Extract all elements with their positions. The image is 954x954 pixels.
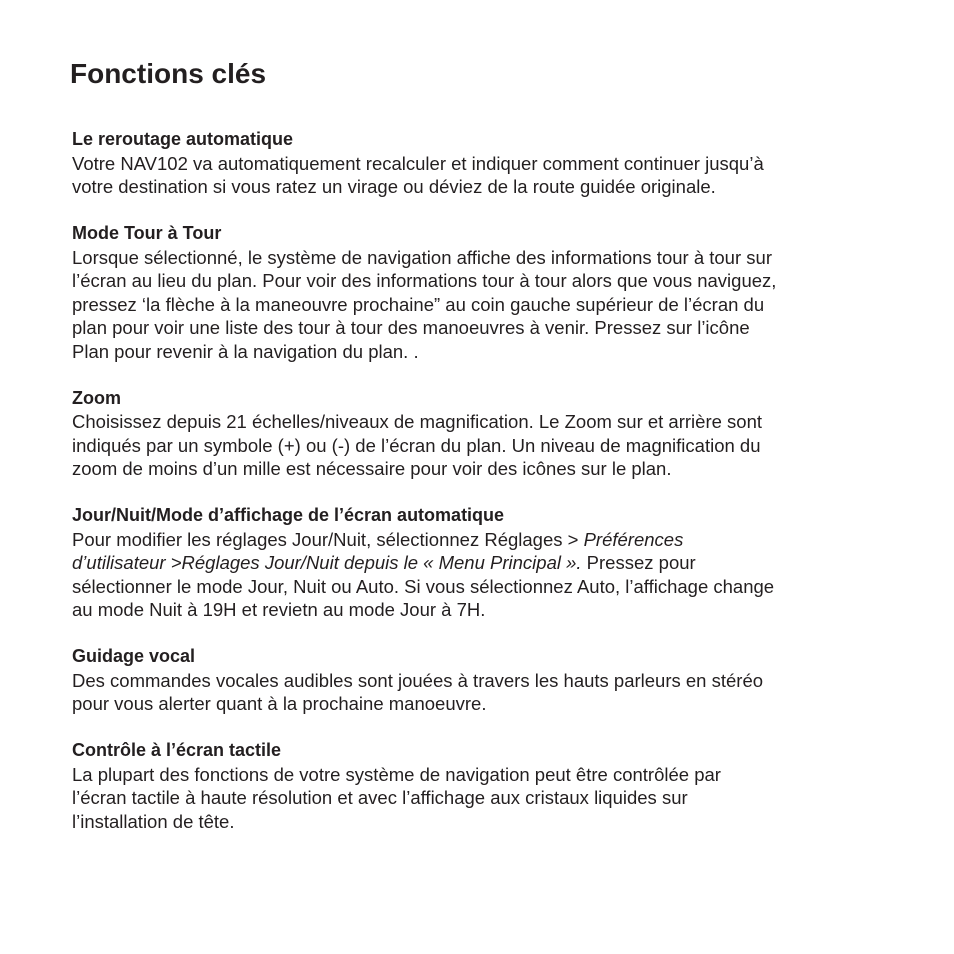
body-line: au mode Nuit à 19H et revietn au mode Jour à 7H. bbox=[72, 599, 486, 620]
section-body bbox=[72, 669, 902, 716]
body-line: indiqués par un symbole (+) ou (-) de l’écran du plan. Un niveau de magnification du bbox=[72, 434, 761, 456]
section-heading: Guidage vocal bbox=[72, 646, 196, 666]
body-line: plan pour voir une liste des tour à tour des manoeuvres à venir. Pressez sur l’icône bbox=[72, 317, 750, 338]
body-line: Plan pour revenir à la navigation du plan. . bbox=[72, 340, 419, 362]
section-body bbox=[72, 152, 902, 199]
body-line: sélectionner le mode Jour, Nuit ou Auto. Si vous sélectionnez Auto, l’affichage change bbox=[72, 575, 775, 597]
section-body bbox=[72, 763, 902, 834]
section-voice-guidance bbox=[72, 645, 902, 716]
section-heading: Le reroutage automatique bbox=[72, 129, 294, 149]
body-line: pressez ‘la flèche à la maneouvre prochaine” au coin gauche supérieur de l’écran du bbox=[72, 293, 765, 315]
menu-path-text: Préférences bbox=[583, 528, 684, 550]
body-line: pour vous alerter quant à la prochaine manoeuvre. bbox=[72, 693, 487, 714]
body-line: La plupart des fonctions de votre système de navigation peut être contrôlée par bbox=[72, 763, 721, 785]
section-heading: Mode Tour à Tour bbox=[72, 223, 222, 243]
section-turn-by-turn bbox=[72, 222, 902, 363]
section-heading: Zoom bbox=[72, 387, 121, 408]
section-body bbox=[72, 246, 902, 364]
body-line: Des commandes vocales audibles sont jouées à travers les hauts parleurs en stéréo bbox=[72, 669, 764, 691]
body-text: Pour modifier les réglages Jour/Nuit, sélectionnez Réglages > bbox=[72, 528, 584, 550]
body-line bbox=[72, 528, 902, 552]
body-text: Pressez pour bbox=[581, 552, 696, 573]
section-heading: Contrôle à l’écran tactile bbox=[72, 740, 282, 760]
sections-container bbox=[72, 128, 902, 857]
page-title: Fonctions clés bbox=[70, 58, 267, 89]
body-line: votre destination si vous ratez un virage ou déviez de la route guidée originale. bbox=[72, 176, 716, 197]
body-line: l’écran au lieu du plan. Pour voir des informations tour à tour alors que vous naviguez, bbox=[72, 270, 777, 291]
menu-path-text: d’utilisateur >Réglages Jour/Nuit depuis le « Menu Principal ». bbox=[72, 552, 582, 573]
body-line: l’écran tactile à haute résolution et avec l’affichage aux cristaux liquides sur bbox=[72, 787, 688, 808]
body-line: l’installation de tête. bbox=[72, 810, 235, 832]
section-day-night-mode bbox=[72, 504, 902, 622]
section-body bbox=[72, 410, 902, 481]
body-line: Choisissez depuis 21 échelles/niveaux de magnification. Le Zoom sur et arrière sont bbox=[72, 411, 763, 432]
body-line bbox=[72, 551, 902, 575]
section-zoom bbox=[72, 387, 902, 481]
body-line: Votre NAV102 va automatiquement recalculer et indiquer comment continuer jusqu’à bbox=[72, 152, 764, 174]
section-heading: Jour/Nuit/Mode d’affichage de l’écran automatique bbox=[72, 505, 505, 525]
section-automatic-rerouting bbox=[72, 128, 902, 199]
section-touchscreen-control bbox=[72, 739, 902, 833]
section-body bbox=[72, 528, 902, 622]
body-line: zoom de moins d’un mille est nécessaire pour voir des icônes sur le plan. bbox=[72, 458, 672, 479]
body-line: Lorsque sélectionné, le système de navigation affiche des informations tour à tour sur bbox=[72, 246, 772, 268]
